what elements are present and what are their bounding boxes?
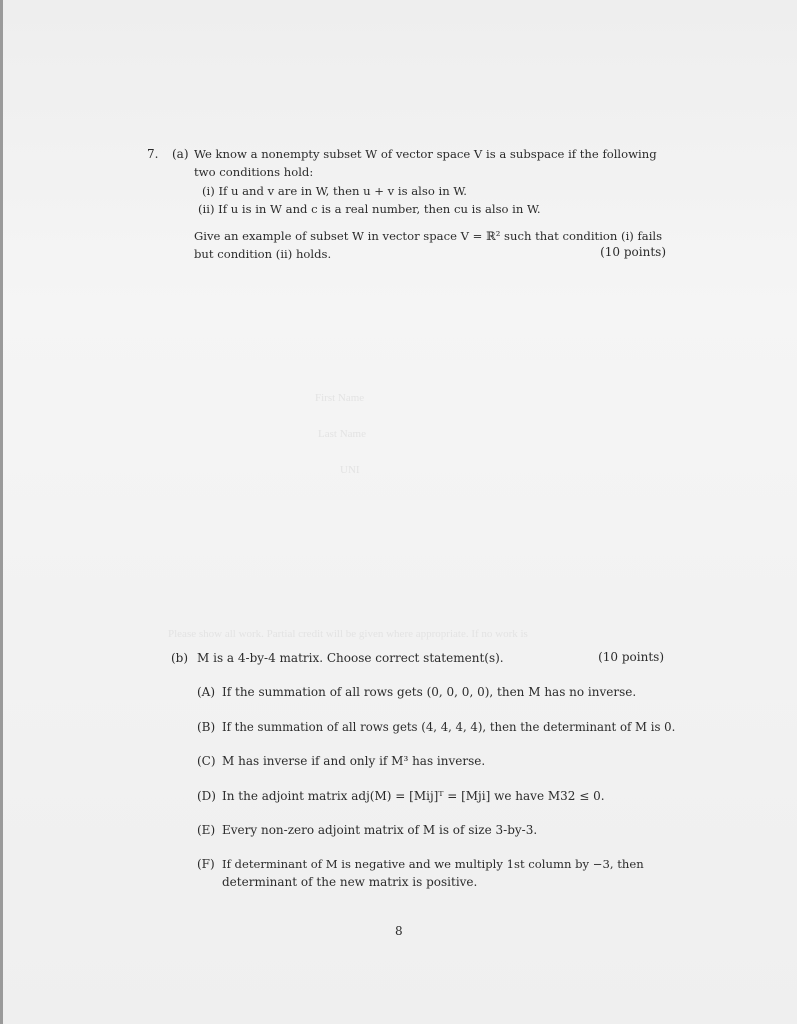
option-f-label: (F) xyxy=(197,857,215,871)
part-a-intro-line1: We know a nonempty subset W of vector space V is a subspace if the following xyxy=(194,147,657,161)
option-d-label: (D) xyxy=(197,789,216,803)
problem-number: 7. xyxy=(147,147,159,161)
part-a-question-line1: Give an example of subset W in vector space V = ℝ² such that condition (i) fails xyxy=(194,229,663,243)
option-c-text: M has inverse if and only if M³ has inverse. xyxy=(222,754,486,768)
option-e-label: (E) xyxy=(197,823,216,837)
option-b-text: If the summation of all rows gets (4, 4, 4, 4), then the determinant of M is 0. xyxy=(222,720,676,734)
option-d-text: In the adjoint matrix adj(M) = [Mij]ᵀ = [Mji] we have M32 ≤ 0. xyxy=(222,789,605,803)
option-e-text: Every non-zero adjoint matrix of M is of size 3-by-3. xyxy=(222,823,538,837)
bleed-through-text: First Name xyxy=(315,392,365,404)
bleed-through-text: UNI xyxy=(340,464,360,476)
part-a-question-line2: but condition (ii) holds. xyxy=(194,247,332,261)
part-a-intro-line2: two conditions hold: xyxy=(194,165,314,179)
option-b-label: (B) xyxy=(197,720,216,734)
option-f-text: If determinant of M is negative and we multiply 1st column by −3, then xyxy=(222,857,644,871)
condition-i: (i) If u and v are in W, then u + v is also in W. xyxy=(202,184,467,198)
part-b-prompt: M is a 4-by-4 matrix. Choose correct statement(s). xyxy=(197,651,504,665)
option-a-label: (A) xyxy=(197,685,216,699)
part-b-points: (10 points) xyxy=(598,650,664,664)
option-f-text-line2: determinant of the new matrix is positive. xyxy=(222,875,478,889)
bleed-through-text: Please show all work. Partial credit will be given where appropriate. If no work is xyxy=(168,628,528,640)
condition-ii: (ii) If u is in W and c is a real number, then cu is also in W. xyxy=(198,202,541,216)
part-a-label: (a) xyxy=(172,147,189,161)
bleed-through-text: Last Name xyxy=(318,428,366,440)
part-b-label: (b) xyxy=(171,651,189,665)
page-number: 8 xyxy=(395,924,403,938)
page-edge xyxy=(0,0,3,1024)
option-a-text: If the summation of all rows gets (0, 0, 0, 0), then M has no inverse. xyxy=(222,685,637,699)
part-a-points: (10 points) xyxy=(600,245,666,259)
option-c-label: (C) xyxy=(197,754,216,768)
